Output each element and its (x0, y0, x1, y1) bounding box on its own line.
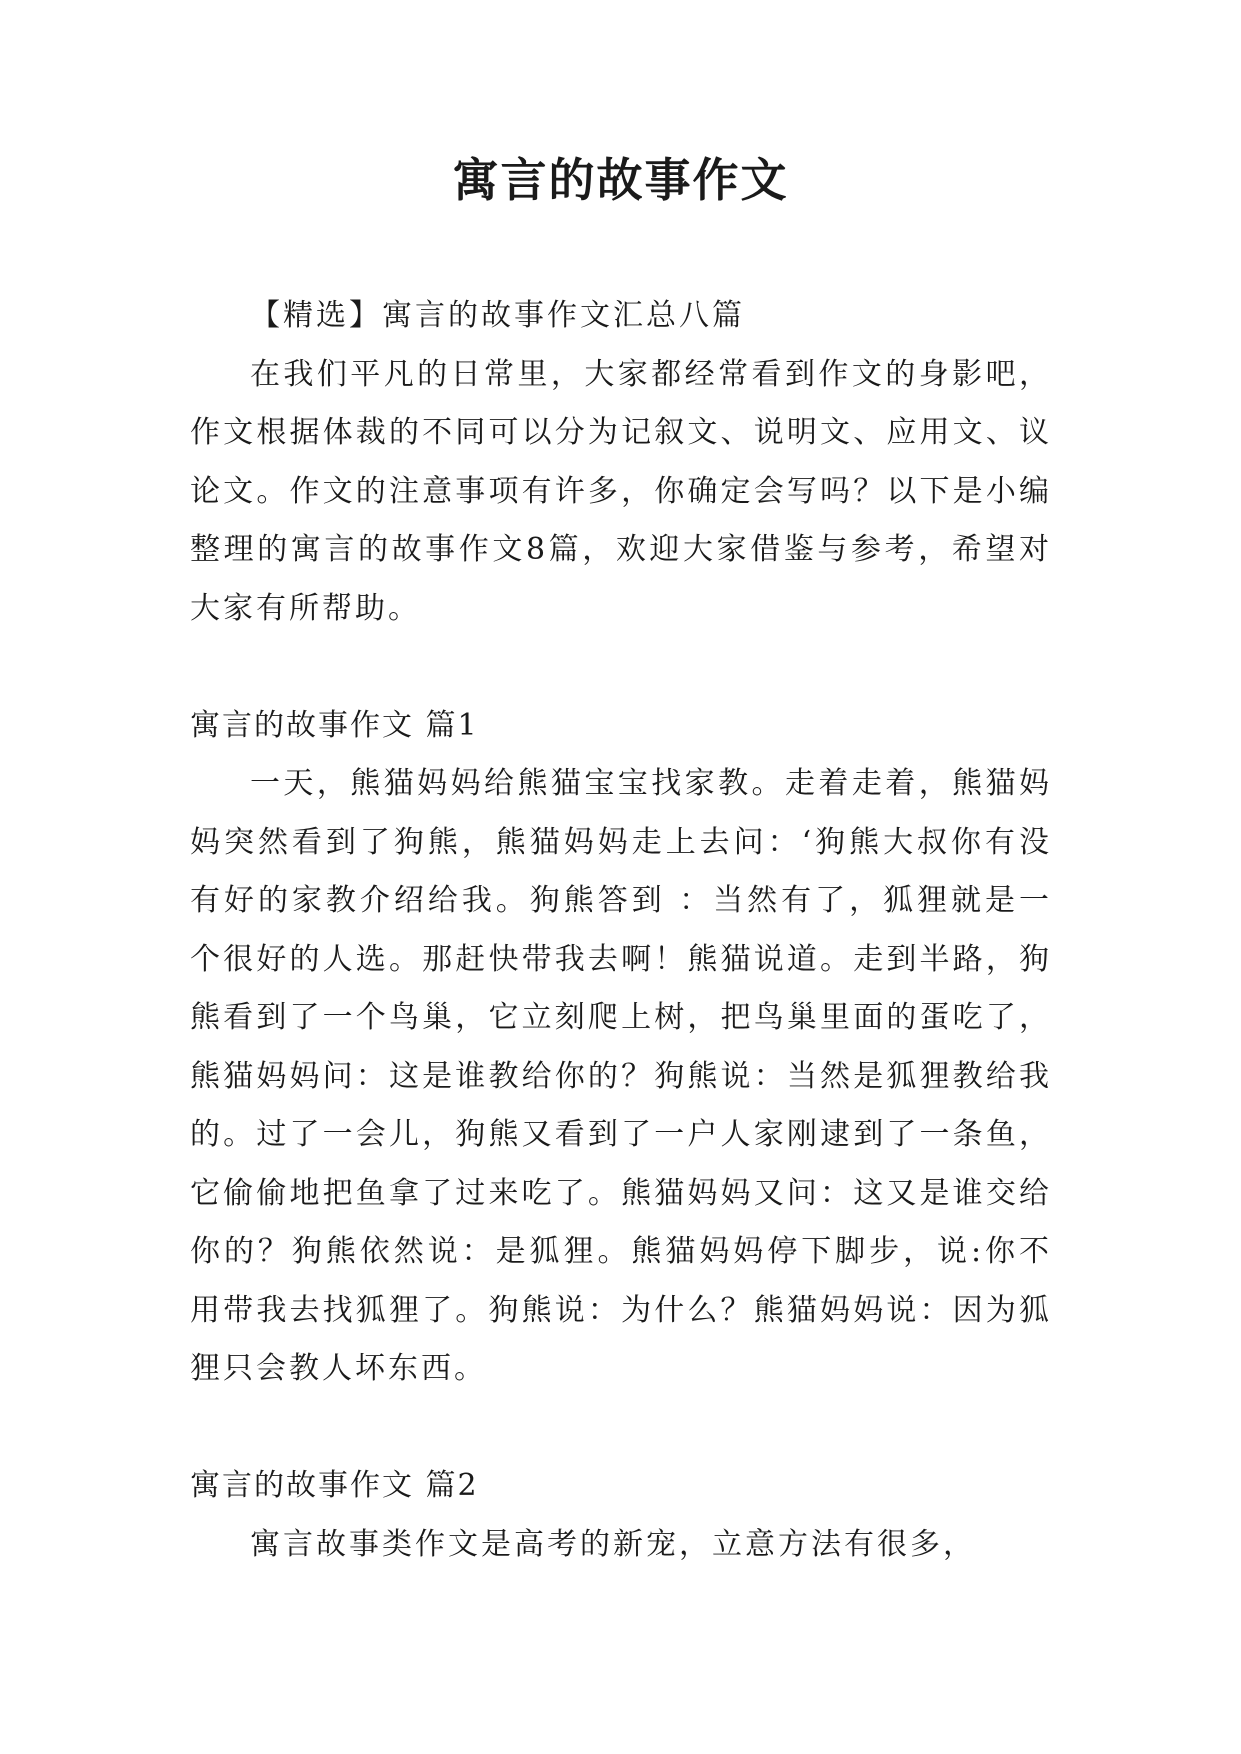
document-body (190, 287, 1052, 1574)
section-body-2: 寓言故事类作文是高考的新宠，立意方法有很多， (250, 1526, 976, 1562)
intro-paragraph: 在我们平凡的日常里，大家都经常看到作文的身影吧，作文根据体裁的不同可以分为记叙文、说明文、应用文、议论文。作文的注意事项有许多，你确定会写吗？以下是小编整理的寓言的故事作文8篇，欢迎大家借鉴与参考，希望对大家有所帮助。 (190, 356, 1052, 626)
section-body-1: 一天，熊猫妈妈给熊猫宝宝找家教。走着走着，熊猫妈妈突然看到了狗熊，熊猫妈妈走上去问：‘狗熊大叔你有没有好的家教介绍给我。狗熊答到 ：当然有了，狐狸就是一个很好的人选。那赶快带我去啊！熊猫说道。走到半路，狗熊看到了一个鸟巢，它立刻爬上树，把鸟巢里面的蛋吃了，熊猫妈妈问：这是谁教给你的？狗熊说：当然是狐狸教给我的。过了一会儿，狗熊又看到了一户人家刚逮到了一条鱼，它偷偷地把鱼拿了过来吃了。熊猫妈妈又问：这又是谁交给你的？狗熊依然说：是狐狸。熊猫妈妈停下脚步，说:你不用带我去找狐狸了。狗熊说：为什么？熊猫妈妈说：因为狐狸只会教人坏东西。 (190, 766, 1052, 1386)
document-title: 寓言的故事作文 (452, 153, 789, 207)
section-heading-2: 寓言的故事作文 篇2 (190, 1468, 479, 1503)
intro-heading: 【精选】寓言的故事作文汇总八篇 (250, 298, 745, 333)
section-heading-1: 寓言的故事作文 篇1 (190, 707, 479, 743)
